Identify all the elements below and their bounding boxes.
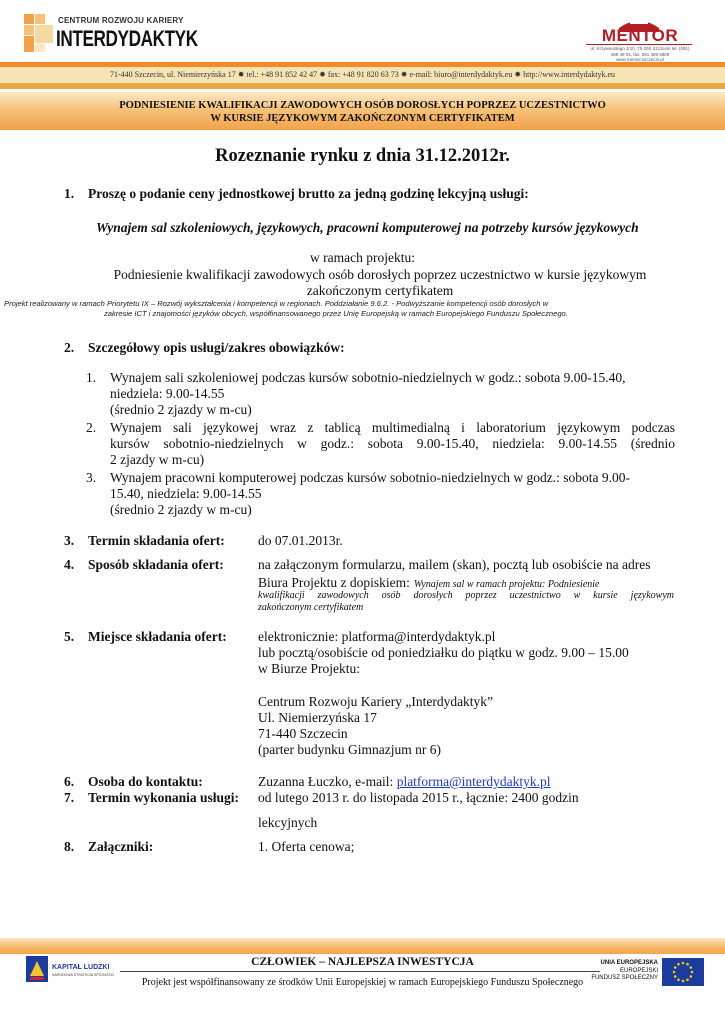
- list-item-1-line-1: Wynajem sali szkoleniowej podczas kursów sobotnio-niedzielnych w godz.: sobota 9.00-15.40,: [110, 370, 626, 385]
- header-address-line: 71-440 Szczecin, ul. Niemierzyńska 17 ✹ tel.: +48 91 852 42 47 ✹ fax: +48 91 820 63 73 ✹ e-mail: biuro@interdydaktyk.eu ✹ http://www.interdydaktyk.eu: [0, 67, 725, 83]
- offer-method-line-2-italic: Wynajem sal w ramach projektu: Podniesienie: [413, 579, 600, 590]
- section-7-label: Termin wykonania usługi:: [88, 790, 240, 805]
- list-item-3-number: 3.: [86, 470, 97, 485]
- section-8-number: 8.: [64, 839, 75, 854]
- header-mid-band: [0, 83, 725, 89]
- mentor-logo-name: MENTOR: [601, 26, 679, 45]
- eu-fund-line-3: FUNDUSZ SPOŁECZNY: [591, 975, 658, 981]
- list-item-3-line-3: (średnio 2 zjazdy w m-cu): [110, 502, 252, 517]
- section-8-label: Załączniki:: [88, 839, 154, 854]
- section-2-number: 2.: [64, 340, 75, 355]
- logo-left-line1: CENTRUM ROZWOJU KARIERY: [58, 16, 184, 25]
- contact-person: [258, 774, 678, 790]
- list-item-2: [110, 420, 675, 468]
- list-item-2-number: 2.: [86, 420, 97, 435]
- footer-slogan: CZŁOWIEK – NAJLEPSZA INWESTYCJA: [251, 956, 474, 968]
- section-4-number: 4.: [64, 557, 75, 572]
- office-address-line-1: Centrum Rozwoju Kariery „Interdydaktyk”: [258, 694, 494, 709]
- eu-fund-line-2: EUROPEJSKI: [619, 967, 658, 974]
- office-address: [258, 694, 678, 758]
- footer-band: [0, 938, 725, 954]
- project-name-line-1: Podniesienie kwalifikacji zawodowych osób dorosłych poprzez uczestnictwo w kursie językowym: [113, 267, 647, 282]
- list-item-2-line-2: kursów sobotnio-niedzielnych w godz.: sobota 9.00-15.40, niedziela: 9.00-14.55 (średnio: [110, 436, 675, 451]
- list-item-2-line-3: 2 zjazdy w m-cu): [110, 452, 205, 467]
- banner-line-2: W KURSIE JĘZYKOWYM ZAKOŃCZONYM CERTYFIKATEM: [210, 113, 515, 124]
- service-name: Wynajem sal szkoleniowych, językowych, pracowni komputerowej na potrzeby kursów językowych: [96, 220, 639, 235]
- interdydaktyk-logo-icon: [24, 14, 54, 54]
- section-5-label: Miejsce składania ofert:: [88, 629, 227, 644]
- section-6-label: Osoba do kontaktu:: [88, 774, 203, 789]
- section-5-number: 5.: [64, 629, 75, 644]
- offer-method-line-2-main: Biura Projektu z dopiskiem:: [258, 575, 410, 590]
- section-2-heading: Szczegółowy opis usługi/zakres obowiązków:: [88, 340, 345, 355]
- eu-fund-label: [590, 960, 658, 983]
- offer-place: [258, 629, 678, 677]
- offer-place-line-2: lub pocztą/osobiście od poniedziałku do piątku w godz. 9.00 – 15.00: [258, 645, 629, 660]
- mentor-logo-address: ul. Krzywoustego 2/10, 70-250 Szczecin tel. (091) 489 49 01, fax: 091 489 4900 www.mentor.szczecin.pl: [590, 46, 690, 62]
- section-3-label: Termin składania ofert:: [88, 533, 225, 548]
- footer-divider: [120, 971, 600, 972]
- offer-method-line-1: na załączonym formularzu, mailem (skan), pocztą lub osobiście na adres: [258, 557, 651, 572]
- contact-person-name: Zuzanna Łuczko, e-mail:: [258, 774, 397, 789]
- logo-left-line2: INTERDYDAKTYK: [56, 26, 198, 51]
- section-4-label: Sposób składania ofert:: [88, 557, 224, 572]
- service-period-line-2: lekcyjnych: [258, 815, 318, 830]
- section-6-number: 6.: [64, 774, 75, 789]
- project-intro: w ramach projektu:: [310, 250, 415, 265]
- list-item-1-number: 1.: [86, 370, 97, 385]
- offer-method-line-3: kwalifikacji zawodowych osób dorosłych poprzez uczestnictwo w kursie językowym: [258, 590, 674, 601]
- banner-line-1: PODNIESIENIE KWALIFIKACJI ZAWODOWYCH OSÓB DOROSŁYCH POPRZEZ UCZESTNICTWO: [119, 100, 606, 111]
- list-item-3-line-2: 15.40, niedziela: 9.00-14.55: [110, 486, 262, 501]
- list-item-1-line-3: (średnio 2 zjazdy w m-cu): [110, 402, 252, 417]
- page-title: Rozeznanie rynku z dnia 31.12.2012r.: [215, 146, 510, 166]
- offer-place-line-1: elektronicznie: platforma@interdydaktyk.pl: [258, 629, 496, 644]
- offer-method-line-4: zakończonym certyfikatem: [258, 602, 364, 613]
- project-name-line-2: zakończonym certyfikatem: [306, 283, 454, 298]
- office-address-line-3: 71-440 Szczecin: [258, 726, 348, 741]
- section-1-heading: Proszę o podanie ceny jednostkowej brutto za jedną godzinę lekcyjną usługi:: [88, 186, 529, 201]
- project-banner-text: [0, 99, 725, 125]
- attachments: 1. Oferta cenowa;: [258, 839, 355, 854]
- footer-cofinance-note: Projekt jest współfinansowany ze środków Unii Europejskiej w ramach Europejskiego Funduszu Społecznego: [141, 977, 584, 988]
- kapital-ludzki-subtitle: NARODOWA STRATEGIA SPÓJNOŚCI: [52, 973, 115, 977]
- eu-flag-icon: [662, 958, 704, 986]
- list-item-3: [110, 470, 675, 518]
- kapital-ludzki-title: KAPITAŁ LUDZKI: [52, 964, 110, 971]
- offer-deadline: do 07.01.2013r.: [258, 533, 343, 548]
- list-item-1-line-2: niedziela: 9.00-14.55: [110, 386, 225, 401]
- section-7-number: 7.: [64, 790, 75, 805]
- section-1-number: 1.: [64, 186, 75, 201]
- list-item-1: [110, 370, 675, 418]
- project-note-line-1: Projekt realizowany w ramach Priorytetu IX – Rozwój wykształcenia i kompetencji w regionach. Poddziałanie 9.6.2. - Podwyższanie kompetencji osób dorosłych w: [4, 299, 549, 308]
- office-address-line-2: Ul. Niemierzyńska 17: [258, 710, 377, 725]
- list-item-3-line-1: Wynajem pracowni komputerowej podczas kursów sobotnio-niedzielnych w godz.: sobota 9.00-: [110, 470, 630, 485]
- office-address-line-4: (parter budynku Gimnazjum nr 6): [258, 742, 441, 757]
- eu-fund-line-1: UNIA EUROPEJSKA: [600, 960, 658, 966]
- contact-email-link[interactable]: platforma@interdydaktyk.pl: [396, 774, 551, 789]
- offer-place-line-3: w Biurze Projektu:: [258, 661, 360, 676]
- section-3-number: 3.: [64, 533, 75, 548]
- project-note-line-2: zakresie ICT i znajomości języków obcych, współfinansowanego przez Unię Europejską w ramach Europejskiego Funduszu Społecznego.: [104, 309, 568, 318]
- service-period-line-1: od lutego 2013 r. do listopada 2015 r., łącznie: 2400 godzin: [258, 790, 579, 805]
- list-item-2-line-1: Wynajem sali językowej wraz z tablicą multimedialną i laboratorium językowym podczas: [110, 420, 675, 435]
